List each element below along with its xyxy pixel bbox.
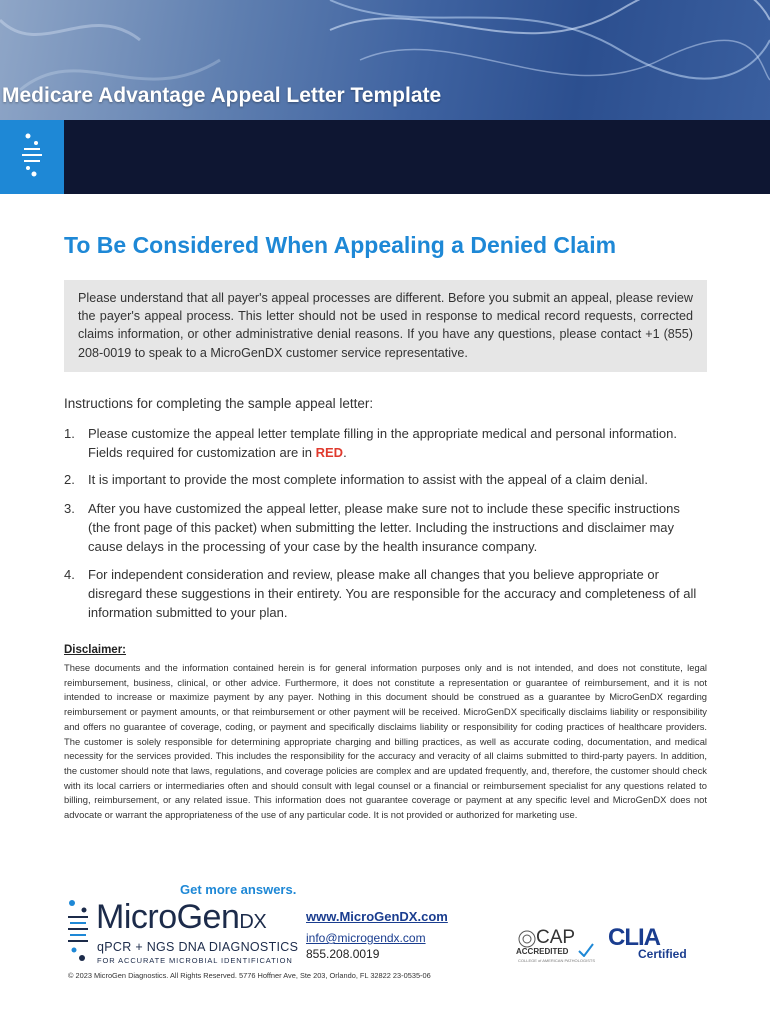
- instruction-steps: [64, 424, 704, 622]
- dna-helix-icon: [64, 898, 94, 968]
- hero-banner: [0, 0, 770, 120]
- step-number: 2.: [64, 472, 75, 487]
- tagline: Get more answers.: [180, 882, 297, 897]
- step-number: 1.: [64, 426, 75, 441]
- step-text: Please customize the appeal letter template filling in the appropriate medical and personal information. Fields required for customization are in RED.: [88, 426, 677, 460]
- dna-logo-icon: [18, 132, 48, 182]
- step-text: After you have customized the appeal letter, please make sure not to include these specific instructions (the front page of this packet) when submitting the letter. Including the instructions and disclaimer may cause delays in the processing of your case by the health insurance company.: [88, 501, 680, 554]
- disclaimer-text: These documents and the information contained herein is for general information purposes only and is not intended, and does not constitute, legal reimbursement, business, clinical, or other advice. Furthermore, it does not constitute a representation or guarantee of reimbursement, and it is not intended to increase or maximize payment by any payer. Nothing in this document should be construed as a guarantee by MicroGenDX regarding reimbursement or payment amounts, or that reimbursement or other payment will be received. MicroGenDX specifically disclaims liability or responsibility and offers no guarantee of coverage, coding, or payment and specifically disclaims liability or responsibility for coding practices of healthcare providers. The customer is solely responsible for determining appropriate charging and billing practices, as well as accurate coding, documentation, and medical necessity for the services provided. This includes the responsibility for the accuracy and veracity of all claims submitted to third-party payers. In addition, the customer should note that laws, regulations, and coverage policies are complex and are updated frequently, and, therefore, the customer should check with its local carriers or intermediaries often and should consult with legal counsel or a financial or reimbursement specialist for any questions related to billing, reimbursement, or any related issue. This information does not guarantee coverage or payment at any specific level and MicroGenDX does not advocate or warrant the appropriateness of the use of any particular code. It is not provided or authorized for marketing use.: [64, 662, 707, 821]
- list-item: [64, 565, 704, 622]
- checkmark-icon: [578, 943, 594, 957]
- notice-text: Please understand that all payer's appeal processes are different. Before you submit an appeal, please review the payer's appeal process. This letter should not be used in response to medical record requests, corrected claims information, or other administrative denial reasons. If you have any questions, please contact +1 (855) 208-0019 to speak to a MicroGenDX customer service representative.: [78, 291, 693, 360]
- email-link[interactable]: info@microgendx.com: [306, 931, 426, 945]
- clia-certified-badge: CLIA Certified: [608, 924, 687, 961]
- red-keyword: RED: [315, 445, 344, 460]
- list-item: [64, 424, 704, 462]
- header-band: [0, 120, 770, 194]
- website-link[interactable]: www.MicroGenDX.com: [306, 909, 448, 924]
- step-number: 3.: [64, 501, 75, 516]
- disclaimer-title: Disclaimer:: [64, 644, 127, 656]
- cap-accredited-badge: CAP ACCREDITED COLLEGE of AMERICAN PATHOLOGISTS: [516, 927, 595, 963]
- list-item: [64, 470, 704, 489]
- page-title: Medicare Advantage Appeal Letter Template: [2, 84, 442, 107]
- step-number: 4.: [64, 567, 75, 582]
- step-text: For independent consideration and review, please make all changes that you believe appropriate or disregard these suggestions in their entirety. You are responsible for the accuracy and completeness of all information submitted to your plan.: [88, 567, 697, 620]
- instructions-title: Instructions for completing the sample appeal letter:: [64, 396, 374, 411]
- notice-box: [64, 280, 707, 372]
- brand-subtitle: qPCR + NGS DNA DIAGNOSTICS: [97, 940, 299, 954]
- phone-number: 855.208.0019: [306, 947, 380, 961]
- section-heading: To Be Considered When Appealing a Denied Claim: [64, 232, 617, 258]
- brand-logo: [0, 120, 64, 194]
- cap-seal-icon: [518, 929, 536, 949]
- step-text: It is important to provide the most complete information to assist with the appeal of a claim denial.: [88, 472, 648, 487]
- brand-subtitle-small: FOR ACCURATE MICROBIAL IDENTIFICATION: [97, 956, 293, 965]
- brand-wordmark: MicroGenDX: [96, 898, 267, 936]
- copyright-footer: © 2023 MicroGen Diagnostics. All Rights Reserved. 5776 Hoffner Ave, Ste 203, Orlando, FL 32822 23-0535-06: [68, 971, 431, 980]
- list-item: [64, 499, 704, 556]
